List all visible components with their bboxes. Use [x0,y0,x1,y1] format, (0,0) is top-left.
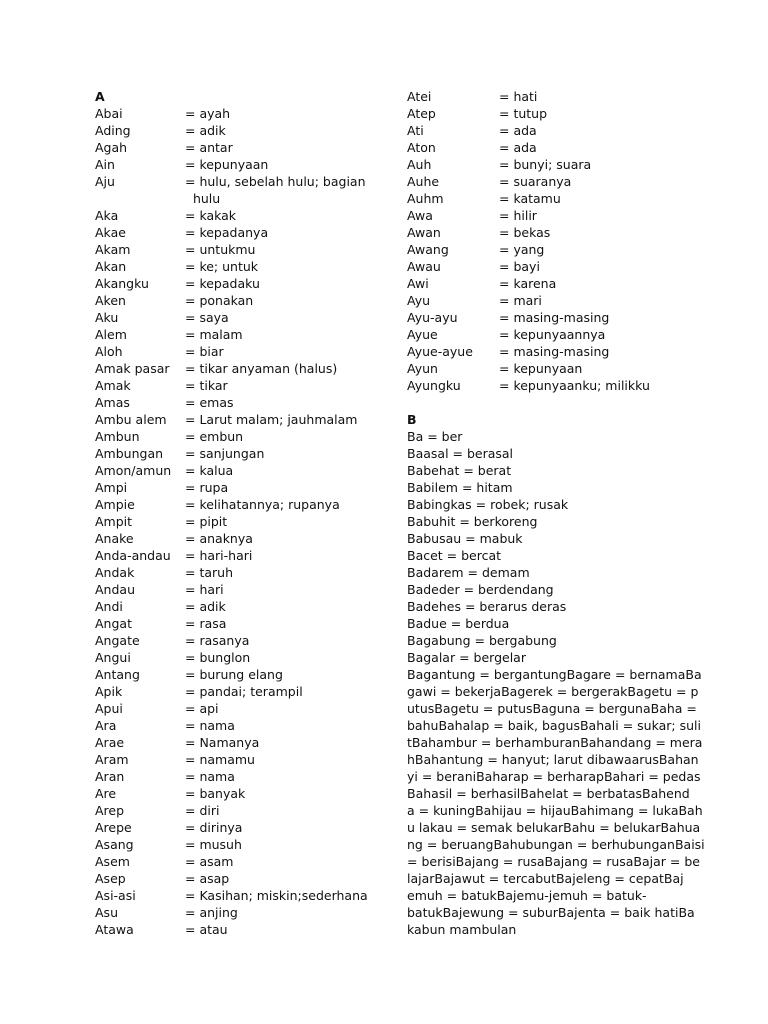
entry-term: Ambu alem [95,412,167,427]
dictionary-entry [95,564,395,581]
entry-term: Angat [95,616,132,631]
entry-line: Babilem = hitam [407,480,513,495]
dictionary-entry [95,870,395,887]
entry-line: Bagabung = bergabung [407,633,557,648]
entry-term: Aram [95,752,129,767]
dictionary-entry [95,530,395,547]
entry-definition: = kepunyaannya [499,327,606,342]
entry-definition: = masing-masing [499,310,610,325]
entry-term: Asi-asi [95,888,136,903]
dictionary-entry [95,275,395,292]
entry-definition: = saya [185,310,229,325]
entry-term: Ampi [95,480,128,495]
entry-term: Arepe [95,820,132,835]
left-column [95,88,395,938]
entry-definition: = emas [185,395,234,410]
dictionary-entry [95,887,395,904]
entry-definition: = ke; untuk [185,259,259,274]
dictionary-entry [95,428,395,445]
entry-term: Ading [95,123,131,138]
dictionary-entry [407,105,687,122]
entry-term: Apui [95,701,123,716]
entry-definition: = bunyi; suara [499,157,592,172]
entry-term: Are [95,786,117,801]
entry-definition: = adik [185,599,226,614]
entry-term: Awau [407,259,441,274]
entry-term: Awan [407,225,441,240]
entry-definition: = nama [185,769,235,784]
entry-term: Aku [95,310,119,325]
entry-definition: = kepadaku [185,276,260,291]
dictionary-entry [95,445,395,462]
dictionary-entry [407,292,687,309]
entry-term: Asu [95,905,118,920]
dictionary-entry [95,394,395,411]
entry-term: Angate [95,633,140,648]
dictionary-entry [95,309,395,326]
entry-definition: = kelihatannya; rupanya [185,497,340,512]
entry-term: Anake [95,531,134,546]
entry-line: tBahambur = berhamburanBahandang = mera [407,735,703,750]
entry-definition: = namamu [185,752,255,767]
entry-term: Aton [407,140,436,155]
entry-definition: = ada [499,140,537,155]
entry-term: Andi [95,599,123,614]
entry-line: bahuBahalap = baik, bagusBahali = sukar; suli [407,718,701,733]
entry-line: Ba = ber [407,429,463,444]
dictionary-entry [95,700,395,717]
entry-term: Andau [95,582,135,597]
dictionary-entry [95,462,395,479]
entry-definition: = burung elang [185,667,283,682]
entry-term: Anda-andau [95,548,171,563]
dictionary-entry [95,853,395,870]
entry-definition: = biar [185,344,224,359]
dictionary-entry [95,292,395,309]
entry-line: ng = beruangBahubungan = berhubunganBaisi [407,837,705,852]
entry-term: Ambun [95,429,140,444]
entry-line: kabun mambulan [407,922,517,937]
section-heading-b: B [407,412,417,427]
right-column [407,88,705,938]
entry-term: Aran [95,769,125,784]
entry-definition: = kakak [185,208,237,223]
dictionary-entry [95,598,395,615]
entry-line: a = kuningBahijau = hijauBahimang = lukaBah [407,803,703,818]
dictionary-entry [95,258,395,275]
entry-definition: = api [185,701,219,716]
dictionary-entry [95,224,395,241]
entry-term: Ayun [407,361,438,376]
entry-definition: = sanjungan [185,446,265,461]
entry-definition: = masing-masing [499,344,610,359]
entry-term: Amon/amun [95,463,172,478]
entry-definition: = ayah [185,106,231,121]
entry-line: Baasal = berasal [407,446,514,461]
dictionary-entry [95,326,395,343]
entry-definition: = banyak [185,786,246,801]
entry-term: Ayue [407,327,438,342]
entry-term: Ambungan [95,446,164,461]
entry-definition: = bayi [499,259,540,274]
entry-term: Akam [95,242,131,257]
entry-term: Ayue-ayue [407,344,473,359]
dictionary-entry [95,836,395,853]
dictionary-entry [95,173,395,207]
entry-definition: = kalua [185,463,234,478]
entry-definition: = asap [185,871,230,886]
entry-line: Babuhit = berkoreng [407,514,538,529]
entry-term: Andak [95,565,135,580]
entry-list-b [407,428,705,938]
entry-definition: = katamu [499,191,561,206]
entry-term: Arep [95,803,125,818]
entry-definition: = mari [499,293,542,308]
dictionary-entry [95,683,395,700]
entry-definition: = nama [185,718,235,733]
entry-definition: = Kasihan; miskin;sederhana [185,888,368,903]
entry-line: = berisiBajang = rusaBajang = rusaBajar = be [407,854,700,869]
entry-term: Antang [95,667,140,682]
entry-definition: = diri [185,803,220,818]
entry-term: Abai [95,106,123,121]
entry-term: Ampit [95,514,133,529]
entry-definition: = bunglon [185,650,251,665]
dictionary-entry [95,156,395,173]
entry-line: Babingkas = robek; rusak [407,497,569,512]
entry-line: Babehat = berat [407,463,512,478]
entry-definition: = rasanya [185,633,250,648]
dictionary-entry [95,343,395,360]
entry-definition: = atau [185,922,228,937]
entry-term: Ara [95,718,117,733]
entry-definition: = adik [185,123,226,138]
entry-line: Badue = berdua [407,616,510,631]
entry-line: Badeder = berdendang [407,582,554,597]
dictionary-entry [95,360,395,377]
entry-definition: = anaknya [185,531,253,546]
entry-line: Babusau = mabuk [407,531,523,546]
entry-line: yi = beraniBaharap = berharapBahari = pedas [407,769,701,784]
entry-line: Bagalar = bergelar [407,650,526,665]
entry-line: emuh = batukBajemu-jemuh = batuk- [407,888,647,903]
entry-term: Alem [95,327,127,342]
dictionary-entry [407,258,687,275]
entry-term: Ayungku [407,378,461,393]
entry-definition: = asam [185,854,234,869]
dictionary-entry [407,173,687,190]
entry-definition: = tikar anyaman (halus) [185,361,338,376]
dictionary-entry [95,411,395,428]
entry-term: Ayu-ayu [407,310,458,325]
entry-term: Atawa [95,922,134,937]
entry-definition: = tikar [185,378,228,393]
entry-line: utusBagetu = putusBaguna = bergunaBaha = [407,701,697,716]
entry-definition: = rupa [185,480,229,495]
entry-definition: = bekas [499,225,551,240]
entry-term: Aju [95,174,115,189]
entry-term: Arae [95,735,125,750]
dictionary-entry [407,360,687,377]
dictionary-entry [407,156,687,173]
dictionary-entry [407,190,687,207]
entry-line: Bagantung = bergantungBagare = bernamaBa [407,667,702,682]
dictionary-entry [95,479,395,496]
entry-definition: = dirinya [185,820,243,835]
entry-definition: = hilir [499,208,537,223]
entry-term: Amak [95,378,131,393]
dictionary-entry [95,496,395,513]
dictionary-entry [95,904,395,921]
dictionary-entry [95,377,395,394]
entry-term: Aloh [95,344,123,359]
entry-line: Badarem = demam [407,565,530,580]
entry-definition: = ponakan [185,293,254,308]
dictionary-entry [95,649,395,666]
dictionary-entry [95,632,395,649]
entry-term: Akan [95,259,127,274]
entry-term: Awa [407,208,433,223]
entry-definition: = Larut malam; jauhmalam [185,412,358,427]
entry-term: Ain [95,157,115,172]
entry-definition: = hati [499,89,538,104]
dictionary-entry [95,717,395,734]
entry-term: Asem [95,854,130,869]
dictionary-entry [407,139,687,156]
dictionary-entry [407,326,687,343]
entry-term: Auh [407,157,432,172]
entry-definition: = untukmu [185,242,256,257]
dictionary-entry [95,802,395,819]
entry-term: Atei [407,89,432,104]
entry-line: hBahantung = hanyut; larut dibawaarusBahan [407,752,699,767]
entry-term: Atep [407,106,436,121]
dictionary-entry [95,768,395,785]
dictionary-entry [407,309,687,326]
dictionary-entry [95,122,395,139]
entry-term: Amak pasar [95,361,170,376]
entry-term: Asang [95,837,134,852]
entry-term: Asep [95,871,126,886]
dictionary-entry [95,785,395,802]
dictionary-entry [407,377,687,394]
dictionary-entry [95,547,395,564]
entry-line: batukBajewung = suburBajenta = baik hatiBa [407,905,695,920]
entry-list-a-continued [407,88,687,394]
entry-definition: = kepadanya [185,225,269,240]
dictionary-entry [407,207,687,224]
entry-line: Badehes = berarus deras [407,599,567,614]
dictionary-entry [407,122,687,139]
entry-definition: = rasa [185,616,227,631]
entry-definition: = taruh [185,565,233,580]
dictionary-entry [95,751,395,768]
entry-term: Auhe [407,174,440,189]
entry-definition: = pandai; terampil [185,684,303,699]
entry-term: Aka [95,208,119,223]
entry-definition: = embun [185,429,244,444]
entry-term: Awi [407,276,429,291]
entry-definition: = anjing [185,905,238,920]
dictionary-entry [407,88,687,105]
entry-definition: = antar [185,140,233,155]
entry-list-a [95,105,395,938]
entry-term: Akangku [95,276,149,291]
entry-definition: = hari-hari [185,548,253,563]
section-gap [407,394,687,411]
dictionary-entry [95,615,395,632]
entry-definition: = yang [499,242,545,257]
entry-term: Apik [95,684,123,699]
entry-definition: = hulu, sebelah hulu; bagian hulu [185,174,366,206]
entry-definition: = ada [499,123,537,138]
entry-definition: = malam [185,327,243,342]
entry-line: lajarBajawut = tercabutBajeleng = cepatBaj [407,871,684,886]
entry-term: Akae [95,225,126,240]
entry-term: Aken [95,293,126,308]
entry-term: Auhm [407,191,444,206]
entry-definition: = Namanya [185,735,260,750]
entry-term: Angui [95,650,131,665]
entry-line: gawi = bekerjaBagerek = bergerakBagetu = p [407,684,699,699]
entry-definition: = hari [185,582,224,597]
entry-term: Ampie [95,497,135,512]
entry-line: u lakau = semak belukarBahu = belukarBahua [407,820,701,835]
dictionary-entry [95,734,395,751]
entry-definition: = kepunyaan [499,361,583,376]
dictionary-entry [95,105,395,122]
entry-term: Agah [95,140,128,155]
dictionary-entry [95,241,395,258]
dictionary-entry [95,581,395,598]
entry-definition: = pipit [185,514,228,529]
dictionary-entry [407,343,687,360]
dictionary-entry [407,275,687,292]
entry-definition: = musuh [185,837,242,852]
dictionary-entry [95,139,395,156]
entry-definition: = tutup [499,106,548,121]
entry-definition: = suaranya [499,174,572,189]
dictionary-entry [95,921,395,938]
entry-term: Ayu [407,293,431,308]
section-heading-a: A [95,89,105,104]
entry-term: Amas [95,395,130,410]
dictionary-entry [95,666,395,683]
entry-line: Bahasil = berhasilBahelat = berbatasBahend [407,786,690,801]
entry-term: Ati [407,123,424,138]
entry-definition: = kepunyaan [185,157,269,172]
entry-line: Bacet = bercat [407,548,502,563]
entry-definition: = kepunyaanku; milikku [499,378,650,393]
dictionary-entry [95,819,395,836]
dictionary-entry [95,207,395,224]
dictionary-entry [407,241,687,258]
entry-term: Awang [407,242,449,257]
dictionary-entry [95,513,395,530]
entry-definition: = karena [499,276,557,291]
dictionary-entry [407,224,687,241]
